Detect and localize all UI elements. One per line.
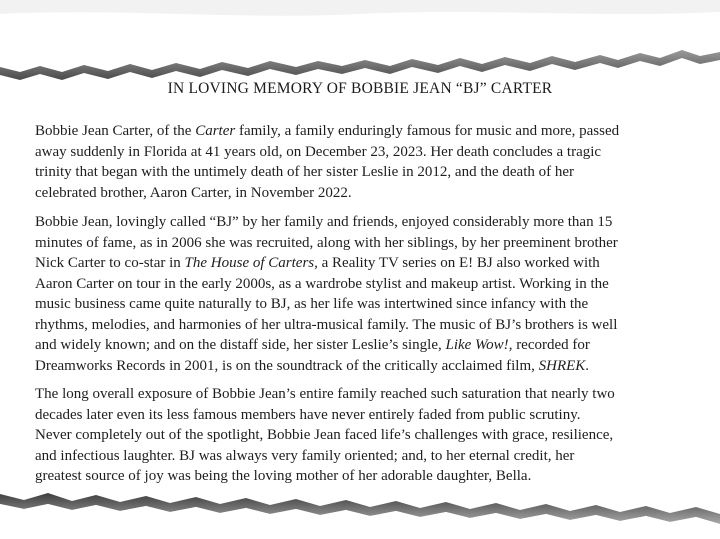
torn-top-edge — [0, 0, 720, 90]
text-line — [35, 294, 720, 315]
text-line — [35, 253, 720, 274]
italic-text-run: Carter — [195, 123, 236, 139]
text-line — [35, 233, 720, 254]
text-run: away suddenly in Florida at 41 years old, on December 23, 2023. Her death concludes a tragic — [35, 143, 602, 160]
text-run: decades later even its less famous members have never entirely faded from public scrutiny. — [35, 406, 581, 423]
text-line — [35, 335, 720, 356]
text-run: trinity that began with the untimely death of her sister Leslie in 2012, and the death of her — [35, 164, 575, 180]
text-line — [35, 121, 720, 142]
text-line — [35, 274, 720, 295]
text-run: Dreamworks Records in 2001, is on the soundtrack of the critically acclaimed film, — [35, 357, 539, 374]
torn-bottom-edge — [0, 484, 720, 539]
paragraph-3 — [35, 384, 720, 487]
text-line — [35, 162, 720, 183]
text-run: , a Reality TV series on E! BJ also worked with — [314, 255, 600, 271]
text-run: Bobbie Jean, lovingly called “BJ” by her family and friends, enjoyed considerably more than 15 — [35, 214, 613, 230]
text-run: The long overall exposure of Bobbie Jean’s entire family reached such saturation that nearly two — [35, 386, 615, 402]
text-run: music business came quite naturally to BJ, as her life was intertwined since infancy with the — [35, 296, 589, 312]
paragraph-1 — [35, 121, 720, 203]
text-run: greatest source of joy was being the loving mother of her adorable daughter, Bella. — [35, 468, 532, 484]
text-run: . — [585, 357, 590, 374]
text-line — [35, 425, 720, 446]
text-run: family, a family enduringly famous for music and more, passed — [235, 123, 620, 139]
italic-text-run: The House of Carters — [184, 255, 315, 271]
text-line — [35, 315, 720, 336]
document-title: IN LOVING MEMORY OF BOBBIE JEAN “BJ” CARTER — [167, 80, 553, 97]
text-line — [35, 446, 720, 467]
text-line — [35, 183, 720, 204]
italic-text-run: SHREK — [538, 357, 586, 374]
text-line — [35, 142, 720, 163]
text-run: Bobbie Jean Carter, of the — [35, 123, 196, 139]
paragraph-2 — [35, 212, 720, 376]
text-run: minutes of fame, as in 2006 she was recruited, along with her siblings, by her preeminent brother — [35, 234, 618, 251]
text-run: Aaron Carter on tour in the early 2000s, as a wardrobe stylist and makeup artist. Working in the — [35, 275, 609, 292]
text-line — [35, 356, 720, 377]
italic-text-run: Like Wow! — [445, 337, 509, 353]
text-line — [35, 405, 720, 426]
text-run: rhythms, melodies, and harmonies of her ultra-musical family. The music of BJ’s brothers is well — [35, 316, 618, 333]
text-run: celebrated brother, Aaron Carter, in November 2022. — [35, 184, 352, 201]
text-run: Never completely out of the spotlight, Bobbie Jean faced life’s challenges with grace, resilience, — [35, 427, 614, 443]
text-run: , recorded for — [508, 337, 590, 353]
text-run: and infectious laughter. BJ was always very family oriented; and, to her eternal credit, her — [35, 447, 575, 464]
text-run: and widely known; and on the distaff side, her sister Leslie’s single, — [35, 337, 446, 353]
text-line — [35, 212, 720, 233]
text-run: Nick Carter to co-star in — [35, 255, 185, 271]
text-line — [35, 384, 720, 405]
